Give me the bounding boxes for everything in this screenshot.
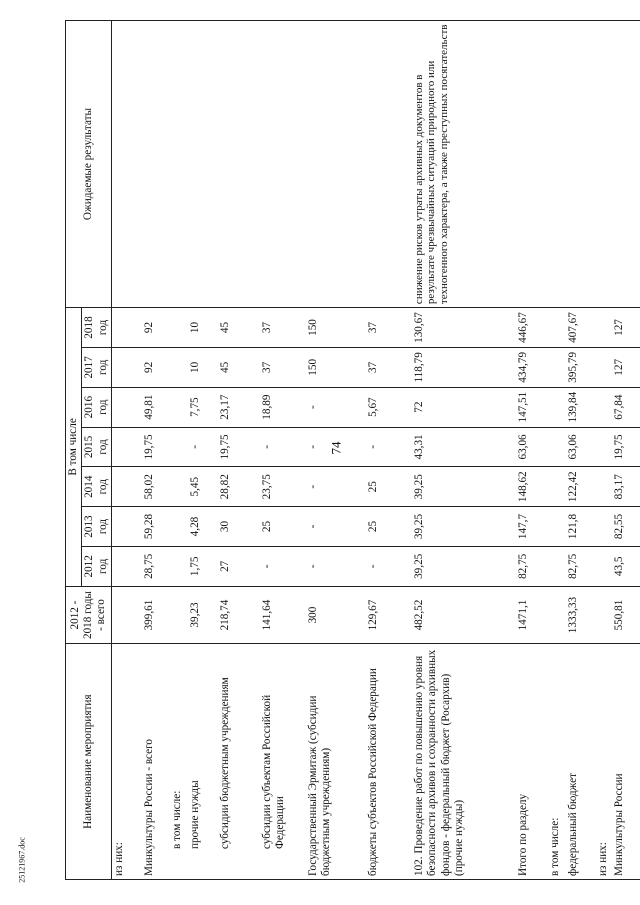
row-total: 482,52: [412, 586, 516, 644]
header-year: 2013 год: [82, 507, 112, 547]
row-result: [112, 21, 142, 308]
row-year-value: 67,84: [612, 387, 640, 427]
row-year-value: 446,67: [516, 308, 548, 348]
row-year-value: -: [260, 546, 306, 586]
row-year-value: [112, 387, 142, 427]
row-total: [112, 586, 142, 644]
row-name: Государственный Эрмитаж (субсидии бюджетным учреждениям): [306, 644, 366, 880]
row-year-value: 43,31: [412, 427, 516, 467]
table-row: [218, 21, 260, 880]
row-year-value: 118,79: [412, 347, 516, 387]
row-year-value: 25: [366, 467, 412, 507]
row-year-value: 39,25: [412, 546, 516, 586]
row-total: 1333,33: [566, 586, 596, 644]
row-name: прочие нужды: [188, 644, 218, 880]
row-result: [566, 21, 596, 308]
row-year-value: 92: [142, 347, 170, 387]
row-name: в том числе:: [548, 644, 566, 880]
header-name: Наименование мероприятия: [66, 644, 112, 880]
row-result: [260, 21, 306, 308]
row-year-value: [596, 467, 612, 507]
row-year-value: 49,81: [142, 387, 170, 427]
row-name: субсидии субъектам Российской Федерации: [260, 644, 306, 880]
row-year-value: 130,67: [412, 308, 516, 348]
row-year-value: 147,7: [516, 507, 548, 547]
row-year-value: 25: [260, 507, 306, 547]
budget-table: [65, 20, 640, 880]
row-year-value: 28,82: [218, 467, 260, 507]
row-name: Минкультуры России: [612, 644, 640, 880]
row-year-value: [112, 467, 142, 507]
row-year-value: 59,28: [142, 507, 170, 547]
row-year-value: 45: [218, 347, 260, 387]
row-result: [218, 21, 260, 308]
row-year-value: 407,67: [566, 308, 596, 348]
table-body: [112, 21, 640, 880]
row-year-value: 1,75: [188, 546, 218, 586]
row-year-value: 150: [306, 347, 366, 387]
row-year-value: 30: [218, 507, 260, 547]
row-total: [548, 586, 566, 644]
row-year-value: [170, 546, 188, 586]
header-total: 2012 - 2018 годы - всего: [66, 586, 112, 644]
row-year-value: 19,75: [142, 427, 170, 467]
row-year-value: 150: [306, 308, 366, 348]
row-year-value: 63,06: [566, 427, 596, 467]
row-year-value: 127: [612, 347, 640, 387]
row-year-value: [596, 507, 612, 547]
table-row: [566, 21, 596, 880]
table-row: [596, 21, 612, 880]
row-year-value: 121,8: [566, 507, 596, 547]
row-year-value: 10: [188, 308, 218, 348]
row-year-value: -: [306, 387, 366, 427]
row-year-value: 5,67: [366, 387, 412, 427]
row-year-value: 147,51: [516, 387, 548, 427]
page-number: 74: [328, 441, 344, 455]
header-including: В том числе: [66, 308, 82, 587]
row-year-value: 10: [188, 347, 218, 387]
row-result: [516, 21, 548, 308]
row-result: [596, 21, 612, 308]
row-year-value: 19,75: [612, 427, 640, 467]
row-year-value: 72: [412, 387, 516, 427]
row-year-value: 7,75: [188, 387, 218, 427]
table-row: [188, 21, 218, 880]
row-year-value: [170, 387, 188, 427]
row-year-value: 45: [218, 308, 260, 348]
row-total: 399,61: [142, 586, 170, 644]
row-year-value: 39,25: [412, 507, 516, 547]
row-year-value: -: [306, 507, 366, 547]
row-year-value: 139,84: [566, 387, 596, 427]
row-year-value: 43,5: [612, 546, 640, 586]
header-year: 2018 год: [82, 308, 112, 348]
row-year-value: [548, 546, 566, 586]
row-year-value: 148,62: [516, 467, 548, 507]
rotated-table-sheet: [65, 20, 625, 880]
row-result: снижение рисков утраты архивных документов в результате чрезвычайных ситуаций природного или техногенного характера, а также преступных посягательств: [412, 21, 516, 308]
row-name: федеральный бюджет: [566, 644, 596, 880]
row-year-value: 28,75: [142, 546, 170, 586]
row-name: Минкультуры России - всего: [142, 644, 170, 880]
row-total: [170, 586, 188, 644]
row-name: из них:: [112, 644, 142, 880]
row-year-value: [112, 546, 142, 586]
row-year-value: [548, 387, 566, 427]
header-year: 2014 год: [82, 467, 112, 507]
row-result: [142, 21, 170, 308]
row-year-value: 39,25: [412, 467, 516, 507]
header-year: 2017 год: [82, 347, 112, 387]
row-year-value: [112, 308, 142, 348]
row-year-value: [112, 507, 142, 547]
row-year-value: -: [366, 427, 412, 467]
row-result: [170, 21, 188, 308]
header-year: 2012 год: [82, 546, 112, 586]
row-year-value: [596, 427, 612, 467]
row-year-value: [112, 347, 142, 387]
row-year-value: 92: [142, 308, 170, 348]
row-year-value: [170, 427, 188, 467]
row-result: [188, 21, 218, 308]
row-year-value: 127: [612, 308, 640, 348]
row-year-value: 23,75: [260, 467, 306, 507]
row-year-value: [596, 387, 612, 427]
header-year: 2015 год: [82, 427, 112, 467]
header-results: Ожидаемые результаты: [66, 21, 112, 308]
row-year-value: -: [366, 546, 412, 586]
table-row: [412, 21, 516, 880]
row-name: бюджеты субъектов Российской Федерации: [366, 644, 412, 880]
row-name: 102. Проведение работ по повышению уровня безопасности архивов и сохранности архивных фондов - федеральный бюджет (Росархив) (прочие нужды): [412, 644, 516, 880]
row-year-value: [548, 427, 566, 467]
row-year-value: [170, 467, 188, 507]
row-year-value: [548, 507, 566, 547]
document-code: 25121967.doc: [17, 837, 27, 883]
row-year-value: -: [188, 427, 218, 467]
row-name: субсидии бюджетным учреждениям: [218, 644, 260, 880]
row-year-value: [170, 507, 188, 547]
row-year-value: [112, 427, 142, 467]
row-year-value: [548, 467, 566, 507]
row-year-value: 63,06: [516, 427, 548, 467]
row-year-value: 58,02: [142, 467, 170, 507]
row-total: 300: [306, 586, 366, 644]
row-year-value: [548, 347, 566, 387]
row-year-value: [170, 347, 188, 387]
row-year-value: 19,75: [218, 427, 260, 467]
row-total: 39,23: [188, 586, 218, 644]
row-year-value: 37: [366, 308, 412, 348]
row-result: [548, 21, 566, 308]
table-row: [170, 21, 188, 880]
row-year-value: 37: [260, 308, 306, 348]
row-year-value: [170, 308, 188, 348]
row-result: [366, 21, 412, 308]
table-row: [516, 21, 548, 880]
row-year-value: 83,17: [612, 467, 640, 507]
table-row: [260, 21, 306, 880]
row-name: Итого по разделу: [516, 644, 548, 880]
row-name: из них:: [596, 644, 612, 880]
row-year-value: 4,28: [188, 507, 218, 547]
table-row: [306, 21, 366, 880]
row-year-value: 37: [366, 347, 412, 387]
row-year-value: -: [306, 467, 366, 507]
table-row: [142, 21, 170, 880]
row-year-value: 25: [366, 507, 412, 547]
row-year-value: 37: [260, 347, 306, 387]
row-year-value: 434,79: [516, 347, 548, 387]
row-year-value: 82,55: [612, 507, 640, 547]
row-year-value: [596, 347, 612, 387]
table-row: [366, 21, 412, 880]
row-year-value: [548, 308, 566, 348]
row-total: [596, 586, 612, 644]
row-total: 129,67: [366, 586, 412, 644]
row-year-value: 122,42: [566, 467, 596, 507]
table-row: [612, 21, 640, 880]
row-year-value: 23,17: [218, 387, 260, 427]
row-year-value: 82,75: [566, 546, 596, 586]
row-name: в том числе:: [170, 644, 188, 880]
table-row: [112, 21, 142, 880]
row-year-value: 82,75: [516, 546, 548, 586]
row-year-value: [596, 308, 612, 348]
row-year-value: 27: [218, 546, 260, 586]
row-result: [306, 21, 366, 308]
row-year-value: -: [306, 427, 366, 467]
row-total: 550,81: [612, 586, 640, 644]
row-year-value: 5,45: [188, 467, 218, 507]
row-total: 218,74: [218, 586, 260, 644]
table-row: [548, 21, 566, 880]
row-total: 1471,1: [516, 586, 548, 644]
row-year-value: [596, 546, 612, 586]
row-year-value: -: [260, 427, 306, 467]
header-year: 2016 год: [82, 387, 112, 427]
row-year-value: -: [306, 546, 366, 586]
row-year-value: 18,89: [260, 387, 306, 427]
row-total: 141,64: [260, 586, 306, 644]
row-year-value: 395,79: [566, 347, 596, 387]
row-result: [612, 21, 640, 308]
